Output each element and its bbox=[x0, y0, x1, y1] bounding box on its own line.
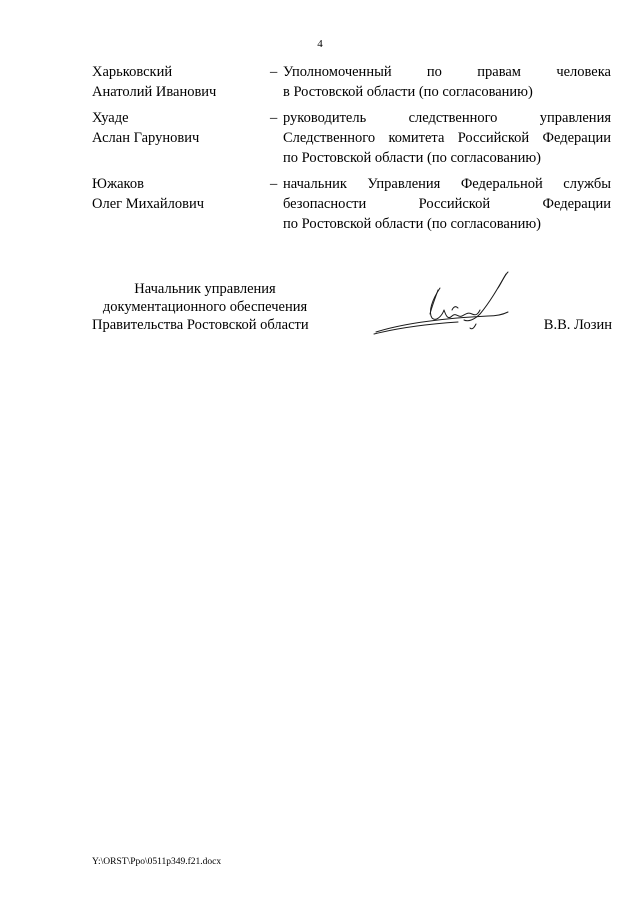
word: Российской bbox=[418, 196, 491, 212]
member-dash: – bbox=[270, 64, 278, 80]
signature-block bbox=[92, 280, 612, 340]
word: безопасности bbox=[283, 196, 367, 212]
signer-position bbox=[92, 280, 318, 334]
word: Федерации bbox=[542, 196, 611, 212]
member-role bbox=[283, 62, 611, 102]
word: Российской bbox=[457, 130, 530, 146]
signer-position-line: Начальник управления bbox=[134, 281, 276, 297]
member-name-line: Южаков bbox=[92, 176, 144, 192]
member-role-line bbox=[283, 62, 611, 82]
member-role-line: по Ростовской области (по согласованию) bbox=[283, 150, 542, 166]
word: Уполномоченный bbox=[283, 64, 392, 80]
word: следственного bbox=[408, 110, 498, 126]
member-row bbox=[92, 108, 612, 168]
member-dash: – bbox=[270, 110, 278, 126]
member-name-line: Анатолий Иванович bbox=[92, 84, 217, 100]
word: правам bbox=[477, 64, 521, 80]
word: управления bbox=[539, 110, 611, 126]
word: человека bbox=[556, 64, 611, 80]
word: Следственного bbox=[283, 130, 376, 146]
member-name-line: Хуаде bbox=[92, 110, 129, 126]
word: Федеральной bbox=[460, 176, 543, 192]
member-dash: – bbox=[270, 176, 278, 192]
member-name bbox=[92, 174, 270, 214]
word: начальник bbox=[283, 176, 347, 192]
member-role-line: в Ростовской области (по согласованию) bbox=[283, 84, 533, 100]
member-role-line bbox=[283, 194, 611, 214]
member-name-line: Харьковский bbox=[92, 64, 173, 80]
word: Управления bbox=[367, 176, 441, 192]
signer-name: В.В. Лозин bbox=[543, 317, 612, 333]
member-row bbox=[92, 174, 612, 234]
word: по bbox=[426, 64, 442, 80]
word: руководитель bbox=[283, 110, 367, 126]
word: комитета bbox=[388, 130, 445, 146]
member-role-line: по Ростовской области (по согласованию) bbox=[283, 216, 542, 232]
signer-position-line: Правительства Ростовской области bbox=[92, 317, 309, 333]
member-role bbox=[283, 108, 611, 168]
members-list bbox=[92, 62, 612, 240]
member-name bbox=[92, 62, 270, 102]
signer-position-line: документационного обеспечения bbox=[102, 299, 308, 315]
member-name bbox=[92, 108, 270, 148]
member-role bbox=[283, 174, 611, 234]
word: Федерации bbox=[542, 130, 611, 146]
member-role-line bbox=[283, 108, 611, 128]
handwritten-signature bbox=[368, 266, 528, 342]
page-number: 4 bbox=[317, 38, 323, 50]
member-row bbox=[92, 62, 612, 102]
member-role-line bbox=[283, 128, 611, 148]
member-name-line: Олег Михайлович bbox=[92, 196, 205, 212]
member-role-line bbox=[283, 174, 611, 194]
member-name-line: Аслан Гарунович bbox=[92, 130, 200, 146]
footer-file-path: Y:\ORST\Ppo\0511p349.f21.docx bbox=[92, 857, 222, 867]
word: службы bbox=[563, 176, 611, 192]
